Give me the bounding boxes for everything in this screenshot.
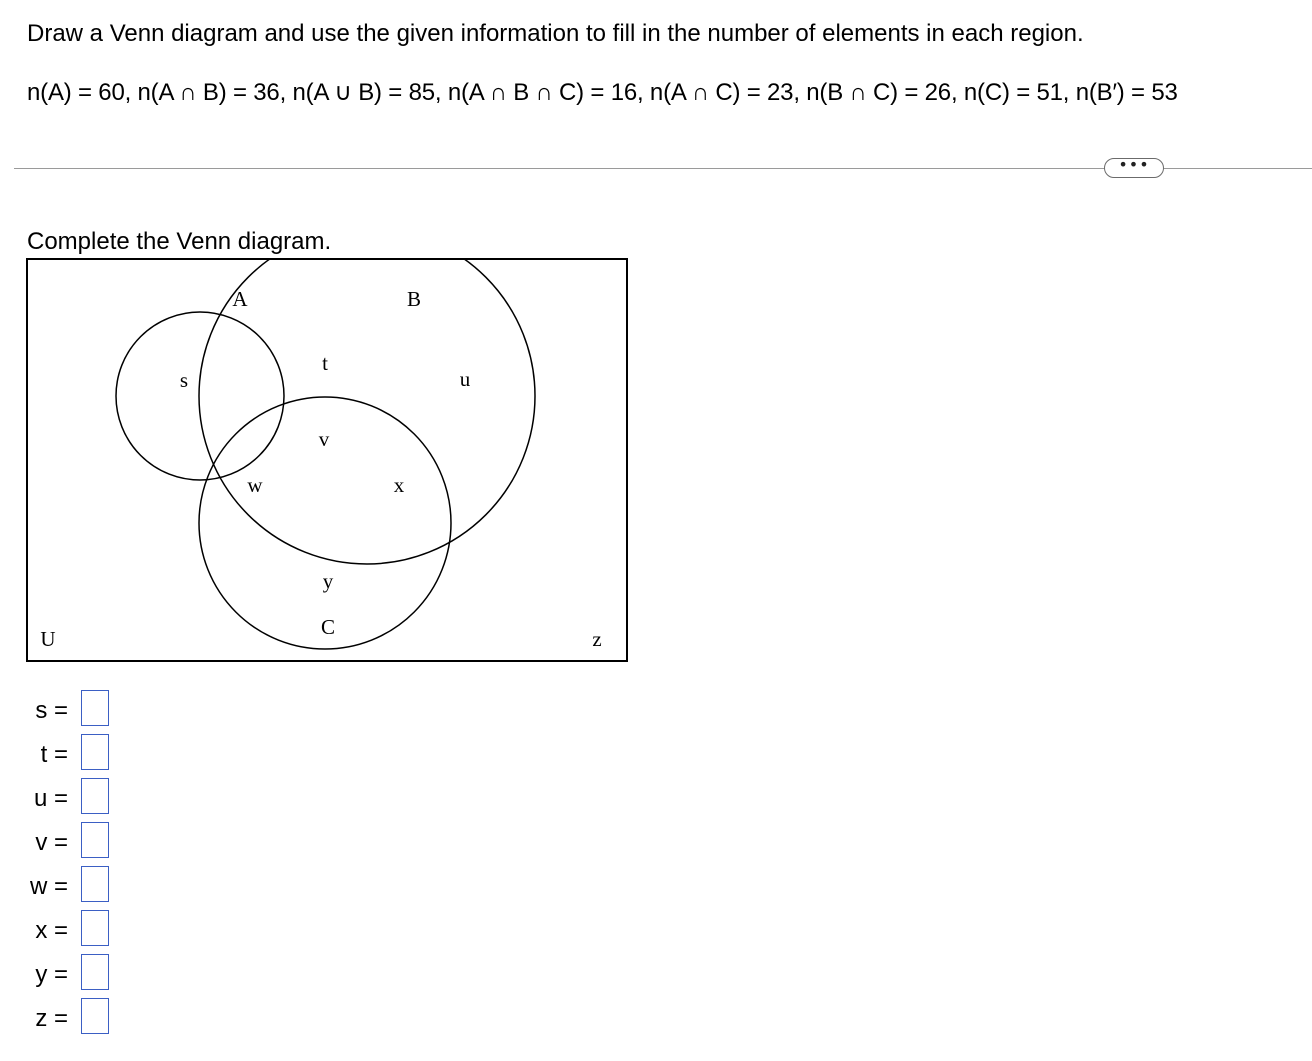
circle-b xyxy=(199,258,535,564)
venn-diagram xyxy=(26,258,628,662)
given-information: n(A) = 60, n(A ∩ B) = 36, n(A ∪ B) = 85, n(A ∩ B ∩ C) = 16, n(A ∩ C) = 23, n(B ∩ C) = 26, n(C) = 51, n(B′) = 53 xyxy=(27,79,1178,106)
answer-row-w xyxy=(0,866,120,906)
answer-row-u xyxy=(0,778,120,818)
answer-input-t[interactable] xyxy=(81,734,109,770)
answer-input-x[interactable] xyxy=(81,910,109,946)
answer-label-z: z = xyxy=(35,1005,68,1032)
ellipsis-icon: ••• xyxy=(1118,155,1150,174)
question-instruction: Draw a Venn diagram and use the given information to fill in the number of elements in each region. xyxy=(27,20,1084,47)
answer-input-v[interactable] xyxy=(81,822,109,858)
answer-label-x: x = xyxy=(35,917,68,944)
set-label-c: C xyxy=(320,615,336,639)
part-subtitle: Complete the Venn diagram. xyxy=(27,228,332,255)
region-label-t: t xyxy=(322,351,328,375)
answer-input-y[interactable] xyxy=(81,954,109,990)
answer-row-s xyxy=(0,690,120,730)
answer-input-s[interactable] xyxy=(81,690,109,726)
region-label-z: z xyxy=(592,627,602,651)
answer-input-w[interactable] xyxy=(81,866,109,902)
answer-label-v: v = xyxy=(35,829,68,856)
set-label-a: A xyxy=(232,287,248,311)
answer-input-z[interactable] xyxy=(81,998,109,1034)
answer-row-t xyxy=(0,734,120,774)
universal-set-rectangle xyxy=(27,259,627,661)
region-label-y: y xyxy=(322,569,334,593)
set-label-u: U xyxy=(40,627,56,651)
answer-label-y: y = xyxy=(35,961,68,988)
answer-label-u: u = xyxy=(33,785,68,812)
set-label-b: B xyxy=(406,287,422,311)
region-label-v: v xyxy=(318,427,330,451)
answer-row-v xyxy=(0,822,120,862)
answer-row-z xyxy=(0,998,120,1038)
region-label-u: u xyxy=(459,367,471,391)
answer-input-u[interactable] xyxy=(81,778,109,814)
answer-label-s: s = xyxy=(35,697,68,724)
region-label-x: x xyxy=(393,473,405,497)
region-label-s: s xyxy=(179,368,189,392)
answer-row-y xyxy=(0,954,120,994)
more-options-button[interactable] xyxy=(1104,155,1164,178)
region-label-w: w xyxy=(247,473,263,497)
answer-label-w: w = xyxy=(29,873,68,900)
answer-row-x xyxy=(0,910,120,950)
answer-label-t: t = xyxy=(40,741,68,768)
circle-a xyxy=(116,312,284,480)
